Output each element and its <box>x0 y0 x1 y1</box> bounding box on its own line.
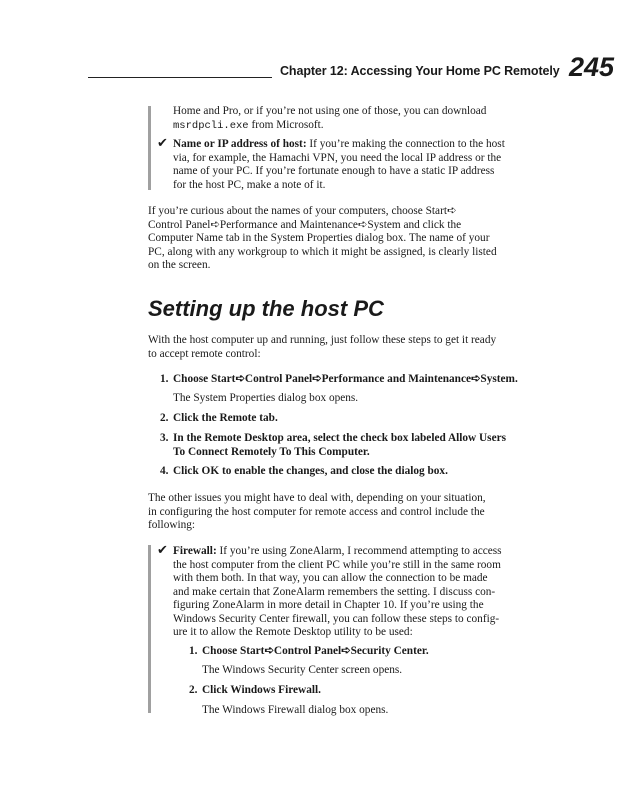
step-number: 3. <box>160 432 169 444</box>
step-instruction: Click the Remote tab. <box>173 412 278 424</box>
substep-result: The Windows Security Center screen opens. <box>202 664 403 676</box>
page-number: 245 <box>569 52 615 82</box>
list-item: Firewall: If you’re using ZoneAlarm, I recommend attempting to access the host computer from the client PC while you’re still in the same room with them both. In that way, you can allow the connection to be made and make certain that ZoneAlarm remembers the setting. I discuss con- figuring ZoneAlarm in more detail in Chapter 10. If you’re using the Windows Security Center firewall, you can follow these steps to config- ure it to allow the Remote Desktop utility to be used: <box>173 545 502 638</box>
substep-result: The Windows Firewall dialog box opens. <box>202 704 389 716</box>
step-result: The System Properties dialog box opens. <box>173 392 359 404</box>
substep-number: 1. <box>189 645 198 657</box>
list-continuation: Home and Pro, or if you’re not using one of those, you can download msrdpcli.exe from Microsoft. <box>173 105 487 132</box>
bullet-term: Firewall: <box>173 545 217 557</box>
list-sidebar-bar <box>148 106 151 190</box>
bullet-term: Name or IP address of host: <box>173 138 307 150</box>
body-paragraph: The other issues you might have to deal with, depending on your situation, in configuring the host computer for remote access and control include the following: <box>148 492 486 531</box>
filename: msrdpcli.exe <box>173 119 249 132</box>
running-header: Chapter 12: Accessing Your Home PC Remotely <box>280 64 560 78</box>
substep-instruction: Choose Start➪Control Panel➪Security Center. <box>202 645 429 657</box>
checkmark-bullet-icon: ✔ <box>157 136 168 151</box>
list-sidebar-bar <box>148 545 151 713</box>
step-number: 4. <box>160 465 169 477</box>
body-paragraph: If you’re curious about the names of your computers, choose Start➪ Control Panel➪Performance and Maintenance➪System and click the Computer Name tab in the System Properties dialog box. The name of your PC, along with any workgroup to which it might be assigned, is clearly listed on the screen. <box>148 205 497 271</box>
step-instruction: In the Remote Desktop area, select the check box labeled Allow Users To Connect Remotely To This Computer. <box>173 432 507 458</box>
section-intro: With the host computer up and running, just follow these steps to get it ready to accept remote control: <box>148 334 497 360</box>
step-number: 2. <box>160 412 169 424</box>
step-instruction: Click OK to enable the changes, and close the dialog box. <box>173 465 448 477</box>
substep-number: 2. <box>189 684 198 696</box>
checkmark-bullet-icon: ✔ <box>157 543 168 558</box>
list-item: Name or IP address of host: If you’re making the connection to the host via, for example, the Hamachi VPN, you need the local IP address or the name of your PC. If you’re fortunate enough to have a static IP address for the host PC, make a note of it. <box>173 138 505 191</box>
header-rule <box>88 77 272 78</box>
substep-instruction: Click Windows Firewall. <box>202 684 321 696</box>
step-instruction: Choose Start➪Control Panel➪Performance and Maintenance➪System. <box>173 373 518 385</box>
section-heading: Setting up the host PC <box>148 296 384 321</box>
step-number: 1. <box>160 373 169 385</box>
